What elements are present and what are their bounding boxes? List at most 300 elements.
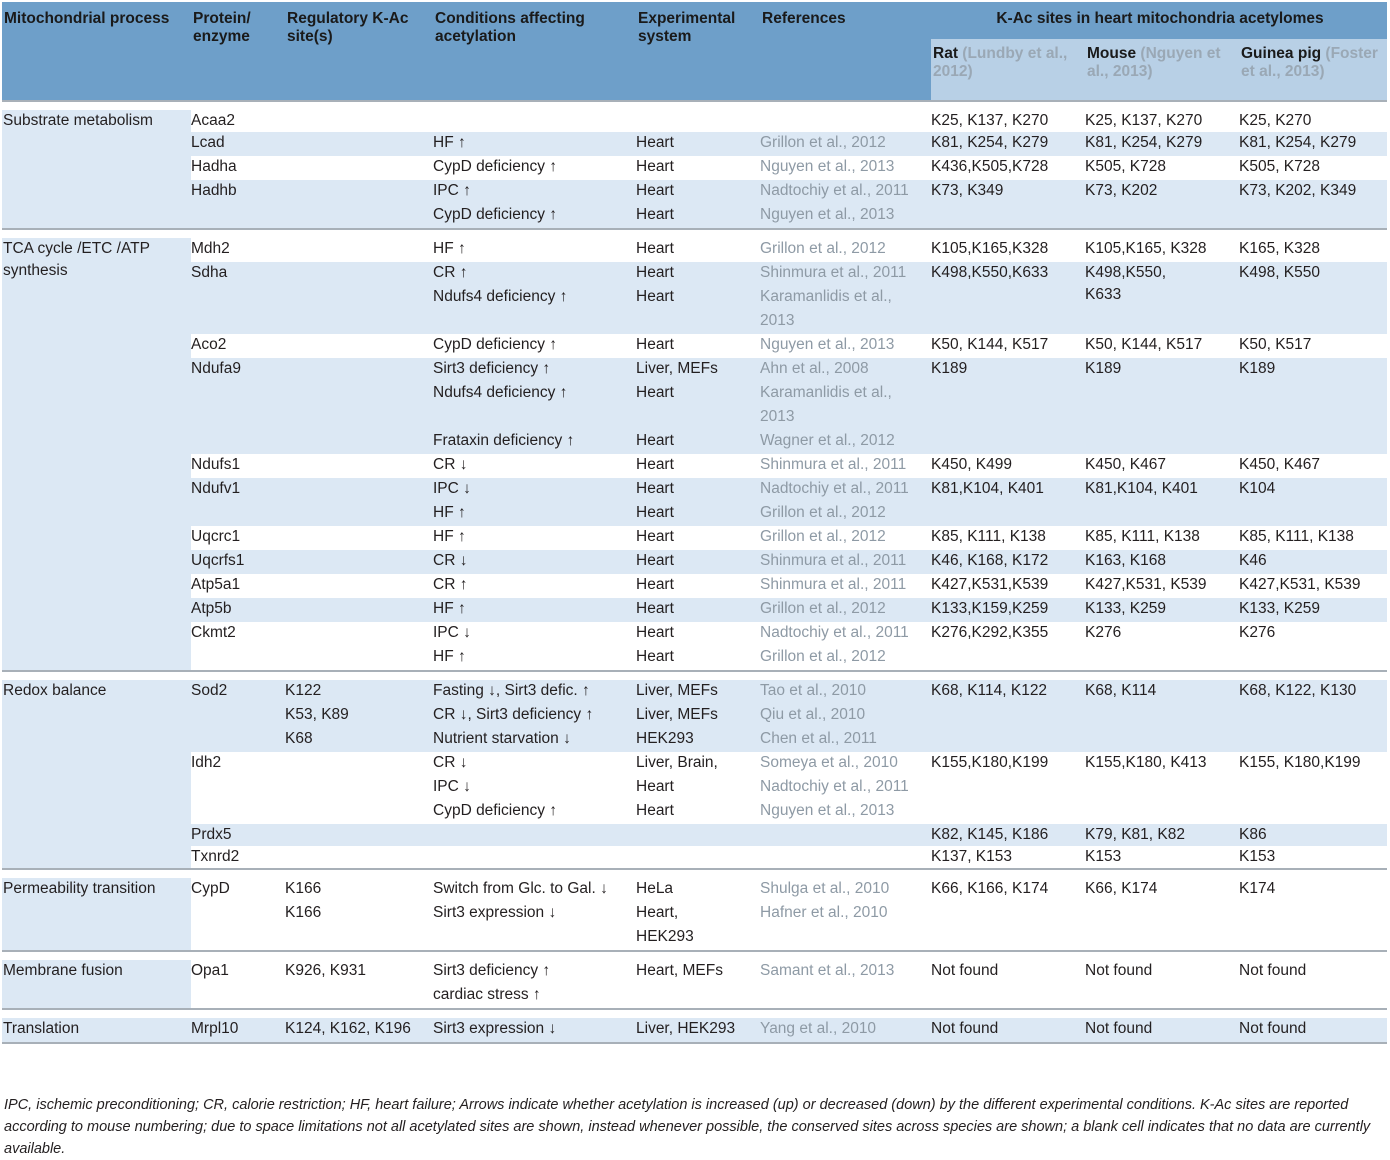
regulatory-cell-line: K166 (285, 880, 322, 897)
guinea-sites-cell (1239, 598, 1387, 622)
references-cell-line: Nadtochiy et al., 2011 (760, 778, 909, 795)
guinea-sites-value: K174 (1239, 880, 1276, 897)
mouse-sites-cell (1085, 454, 1239, 478)
mouse-sites-cell (1085, 824, 1239, 846)
references-cell-line: Karamanlidis et al., (760, 288, 892, 305)
mouse-sites-cell (1085, 132, 1239, 156)
conditions-cell-line: Ndufs4 deficiency ↑ (433, 288, 568, 305)
mouse-sites-cell (1085, 598, 1239, 622)
references-cell (760, 846, 931, 869)
mouse-sites-cell (1085, 262, 1239, 334)
rat-sites-value: K81, K254, K279 (931, 134, 1049, 151)
rat-sites-value: K498,K550,K633 (931, 264, 1049, 281)
mouse-sites-cell (1085, 238, 1239, 262)
rat-sites-cell (931, 180, 1085, 229)
guinea-sites-cell (1239, 1018, 1387, 1043)
conditions-cell-line: Nutrient starvation ↓ (433, 730, 571, 747)
references-cell-line: Shinmura et al., 2011 (760, 456, 907, 473)
mouse-sites-value: K498,K550, K633 (1085, 264, 1167, 303)
separator-line (2, 101, 1387, 110)
conditions-cell-line: Switch from Glc. to Gal. ↓ (433, 880, 608, 897)
system-cell-line: Heart (636, 240, 674, 257)
table-row (2, 824, 1387, 846)
conditions-cell-line (433, 310, 636, 334)
header-mouse-ref: (Nguyen et al., 2013) (1087, 45, 1221, 80)
conditions-cell-line: IPC ↑ (433, 182, 471, 199)
header-rat-ref: (Lundby et al., 2012) (933, 45, 1068, 80)
conditions-cell (433, 358, 636, 454)
references-cell-line: Nguyen et al., 2013 (760, 206, 895, 223)
regulatory-cell (285, 238, 433, 262)
references-cell-line: Grillon et al., 2012 (760, 504, 886, 521)
group-separator (2, 1043, 1387, 1052)
rat-sites-cell (931, 824, 1085, 846)
references-cell (760, 238, 931, 262)
protein-cell: Ndufa9 (191, 358, 285, 454)
mouse-sites-value: K105,K165, K328 (1085, 240, 1207, 257)
protein-cell: Idh2 (191, 752, 285, 824)
rat-sites-value: K133,K159,K259 (931, 600, 1049, 617)
rat-sites-value: K73, K349 (931, 182, 1004, 199)
protein-cell: Sod2 (191, 680, 285, 752)
separator-line (2, 951, 1387, 960)
guinea-sites-value: K50, K517 (1239, 336, 1312, 353)
mouse-sites-value: K505, K728 (1085, 158, 1167, 175)
mouse-sites-value: K66, K174 (1085, 880, 1158, 897)
system-cell-line: Heart (636, 528, 674, 545)
table-row (2, 238, 1387, 262)
table-row (2, 132, 1387, 156)
table-row (2, 846, 1387, 869)
system-cell (636, 752, 760, 824)
mouse-sites-value: K73, K202 (1085, 182, 1158, 199)
references-cell-line: Hafner et al., 2010 (760, 904, 888, 921)
protein-cell: Opa1 (191, 960, 285, 1009)
mouse-sites-cell (1085, 846, 1239, 869)
rat-sites-value: K155,K180,K199 (931, 754, 1049, 771)
guinea-sites-cell (1239, 454, 1387, 478)
system-cell (636, 262, 760, 334)
table-header (2, 2, 1387, 101)
system-cell (636, 574, 760, 598)
group-separator (2, 229, 1387, 238)
conditions-cell (433, 454, 636, 478)
guinea-sites-cell (1239, 334, 1387, 358)
regulatory-cell-line: K53, K89 (285, 706, 349, 723)
references-cell-line: Nguyen et al., 2013 (760, 802, 895, 819)
mouse-sites-value: K133, K259 (1085, 600, 1167, 617)
protein-cell: Sdha (191, 262, 285, 334)
rat-sites-cell (931, 132, 1085, 156)
guinea-sites-value: K450, K467 (1239, 456, 1321, 473)
group-separator (2, 869, 1387, 878)
mouse-sites-cell (1085, 180, 1239, 229)
references-cell (760, 526, 931, 550)
rat-sites-value: K46, K168, K172 (931, 552, 1049, 569)
conditions-cell (433, 334, 636, 358)
table-row (2, 574, 1387, 598)
mouse-sites-cell (1085, 358, 1239, 454)
header-protein: Protein/ enzyme (191, 2, 285, 101)
protein-cell: Uqcrfs1 (191, 550, 285, 574)
system-cell-line (636, 406, 760, 430)
references-cell (760, 334, 931, 358)
rat-sites-cell (931, 752, 1085, 824)
references-cell-line: Ahn et al., 2008 (760, 360, 869, 377)
references-cell-line: Grillon et al., 2012 (760, 600, 886, 617)
mouse-sites-cell (1085, 478, 1239, 526)
rat-sites-value: K25, K137, K270 (931, 112, 1049, 129)
table-row (2, 262, 1387, 334)
guinea-sites-cell (1239, 132, 1387, 156)
rat-sites-cell (931, 622, 1085, 671)
separator-line (2, 671, 1387, 680)
mouse-sites-value: K50, K144, K517 (1085, 336, 1203, 353)
system-cell-line: Heart (636, 288, 674, 305)
rat-sites-cell (931, 478, 1085, 526)
guinea-sites-cell (1239, 550, 1387, 574)
table-row (2, 454, 1387, 478)
header-process: Mitochondrial process (2, 2, 191, 101)
regulatory-cell-line: K926, K931 (285, 962, 367, 979)
mouse-sites-cell (1085, 622, 1239, 671)
regulatory-cell (285, 110, 433, 132)
conditions-cell (433, 752, 636, 824)
regulatory-cell-line (285, 926, 433, 950)
conditions-cell (433, 824, 636, 846)
protein-cell: Aco2 (191, 334, 285, 358)
protein-cell: CypD (191, 878, 285, 951)
rat-sites-value: K276,K292,K355 (931, 624, 1049, 641)
references-cell (760, 680, 931, 752)
header-rat (931, 39, 1085, 101)
rat-sites-cell (931, 238, 1085, 262)
protein-cell: Acaa2 (191, 110, 285, 132)
references-cell-line: 2013 (760, 312, 795, 329)
mouse-sites-cell (1085, 680, 1239, 752)
table-row (2, 752, 1387, 824)
guinea-sites-cell (1239, 622, 1387, 671)
header-mouse-label: Mouse (1087, 45, 1137, 62)
system-cell-line: Heart (636, 576, 674, 593)
references-cell (760, 156, 931, 180)
references-cell-line: Qiu et al., 2010 (760, 706, 866, 723)
system-cell-line: Heart (636, 384, 674, 401)
conditions-cell (433, 680, 636, 752)
guinea-sites-cell (1239, 752, 1387, 824)
conditions-cell (433, 110, 636, 132)
conditions-cell-line: CR ↓ (433, 456, 468, 473)
conditions-cell (433, 1018, 636, 1043)
guinea-sites-value: K25, K270 (1239, 112, 1312, 129)
table-row (2, 680, 1387, 752)
conditions-cell-line: HF ↑ (433, 528, 466, 545)
references-cell-line: Grillon et al., 2012 (760, 134, 886, 151)
rat-sites-value: K450, K499 (931, 456, 1013, 473)
system-cell (636, 824, 760, 846)
table-row (2, 1018, 1387, 1043)
header-conditions: Conditions affecting acetylation (433, 2, 636, 101)
guinea-sites-cell (1239, 680, 1387, 752)
regulatory-cell (285, 156, 433, 180)
separator-line (2, 1043, 1387, 1052)
guinea-sites-cell (1239, 262, 1387, 334)
system-cell-line: Heart (636, 158, 674, 175)
references-cell-line: Chen et al., 2011 (760, 730, 877, 747)
system-cell-line: Liver, MEFs (636, 682, 718, 699)
rat-sites-cell (931, 680, 1085, 752)
regulatory-cell (285, 960, 433, 1009)
regulatory-cell-line: K124, K162, K196 (285, 1020, 411, 1037)
regulatory-cell (285, 878, 433, 951)
system-cell-line: Heart (636, 456, 674, 473)
system-cell-line: Heart (636, 336, 674, 353)
system-cell-line: Heart (636, 648, 674, 665)
guinea-sites-cell (1239, 878, 1387, 951)
references-cell-line: Shinmura et al., 2011 (760, 552, 907, 569)
rat-sites-cell (931, 574, 1085, 598)
regulatory-cell-line: K166 (285, 904, 322, 921)
guinea-sites-cell (1239, 526, 1387, 550)
conditions-cell-line: Sirt3 expression ↓ (433, 904, 557, 921)
references-cell-line: Someya et al., 2010 (760, 754, 898, 771)
references-cell-line: Nguyen et al., 2013 (760, 336, 895, 353)
rat-sites-value: K189 (931, 360, 968, 377)
system-cell (636, 180, 760, 229)
references-cell-line: Nadtochiy et al., 2011 (760, 480, 909, 497)
separator-line (2, 229, 1387, 238)
system-cell (636, 680, 760, 752)
protein-cell: Mrpl10 (191, 1018, 285, 1043)
system-cell-line: Heart, MEFs (636, 962, 723, 979)
rat-sites-value: K427,K531,K539 (931, 576, 1049, 593)
guinea-sites-cell (1239, 824, 1387, 846)
rat-sites-cell (931, 156, 1085, 180)
mouse-sites-value: K81,K104, K401 (1085, 480, 1198, 497)
guinea-sites-value: K165, K328 (1239, 240, 1321, 257)
references-cell (760, 574, 931, 598)
references-cell (760, 454, 931, 478)
rat-sites-cell (931, 454, 1085, 478)
references-cell (760, 358, 931, 454)
rat-sites-cell (931, 550, 1085, 574)
header-kac-sites: K-Ac sites in heart mitochondria acetylomes (931, 2, 1387, 39)
system-cell (636, 478, 760, 526)
regulatory-cell (285, 622, 433, 671)
protein-cell: Atp5a1 (191, 574, 285, 598)
group-separator (2, 1009, 1387, 1018)
header-guinea (1239, 39, 1387, 101)
rat-sites-value: Not found (931, 962, 999, 979)
conditions-cell-line: HF ↑ (433, 134, 466, 151)
rat-sites-cell (931, 960, 1085, 1009)
regulatory-cell-line: K122 (285, 682, 322, 699)
system-cell-line: Heart (636, 206, 674, 223)
protein-cell: Prdx5 (191, 824, 285, 846)
mouse-sites-value: K81, K254, K279 (1085, 134, 1203, 151)
references-cell-line: Nadtochiy et al., 2011 (760, 624, 909, 641)
references-cell-line: Shinmura et al., 2011 (760, 264, 907, 281)
group-separator (2, 671, 1387, 680)
guinea-sites-value: K427,K531, K539 (1239, 576, 1361, 593)
references-cell (760, 110, 931, 132)
rat-sites-value: K50, K144, K517 (931, 336, 1049, 353)
regulatory-cell (285, 598, 433, 622)
regulatory-cell (285, 180, 433, 229)
table-row (2, 878, 1387, 951)
system-cell-line (636, 310, 760, 334)
system-cell-line: Liver, MEFs (636, 360, 718, 377)
rat-sites-value: K66, K166, K174 (931, 880, 1049, 897)
protein-cell: Hadhb (191, 180, 285, 229)
header-regulatory: Regulatory K-Ac site(s) (285, 2, 433, 101)
table-body (2, 101, 1387, 1052)
rat-sites-value: K81,K104, K401 (931, 480, 1044, 497)
guinea-sites-value: K276 (1239, 624, 1276, 641)
system-cell-line: Heart (636, 480, 674, 497)
references-cell-line: Grillon et al., 2012 (760, 240, 886, 257)
guinea-sites-cell (1239, 358, 1387, 454)
rat-sites-cell (931, 598, 1085, 622)
conditions-cell-line (433, 926, 636, 950)
guinea-sites-value: K81, K254, K279 (1239, 134, 1357, 151)
guinea-sites-value: K155, K180,K199 (1239, 754, 1361, 771)
conditions-cell-line: CypD deficiency ↑ (433, 158, 558, 175)
references-cell (760, 598, 931, 622)
system-cell-line: Liver, HEK293 (636, 1020, 736, 1037)
protein-cell: Txnrd2 (191, 846, 285, 869)
references-cell (760, 132, 931, 156)
rat-sites-value: K82, K145, K186 (931, 826, 1049, 843)
guinea-sites-value: K86 (1239, 826, 1267, 843)
system-cell-line: HeLa (636, 880, 674, 897)
process-cell: Membrane fusion (2, 960, 191, 1009)
protein-cell: Ndufs1 (191, 454, 285, 478)
references-cell-line: Nadtochiy et al., 2011 (760, 182, 909, 199)
system-cell-line: Heart (636, 600, 674, 617)
table-footnote: IPC, ischemic preconditioning; CR, calorie restriction; HF, heart failure; Arrows indicate whether acetylation is increased (up) or decreased (down) by the different experimental conditions. K-Ac sites are reported according to mouse numbering; due to space limitations not all acetylated sites are shown, instead whenever possible, the conserved sites across species are shown; a blank cell indicates that no data are currently available. (4, 1097, 1371, 1157)
conditions-cell (433, 846, 636, 869)
table-row (2, 960, 1387, 1009)
system-cell (636, 358, 760, 454)
guinea-sites-cell (1239, 478, 1387, 526)
references-cell (760, 960, 931, 1009)
system-cell-line: Heart (636, 134, 674, 151)
guinea-sites-value: K85, K111, K138 (1239, 528, 1354, 545)
table-row (2, 156, 1387, 180)
regulatory-cell-line: K68 (285, 730, 313, 747)
system-cell (636, 454, 760, 478)
regulatory-cell (285, 334, 433, 358)
guinea-sites-value: K68, K122, K130 (1239, 682, 1357, 699)
separator-line (2, 869, 1387, 878)
conditions-cell (433, 622, 636, 671)
header-rat-label: Rat (933, 45, 958, 62)
rat-sites-cell (931, 358, 1085, 454)
conditions-cell-line: Sirt3 deficiency ↑ (433, 360, 551, 377)
table-row (2, 334, 1387, 358)
system-cell-line: Heart, (636, 904, 679, 921)
conditions-cell-line: Sirt3 expression ↓ (433, 1020, 557, 1037)
mouse-sites-value: K68, K114 (1085, 682, 1157, 699)
conditions-cell-line (433, 406, 636, 430)
conditions-cell-line: Sirt3 deficiency ↑ (433, 962, 551, 979)
mouse-sites-cell (1085, 960, 1239, 1009)
references-cell-line: Shinmura et al., 2011 (760, 576, 907, 593)
references-cell-line: Shulga et al., 2010 (760, 880, 890, 897)
conditions-cell-line: HF ↑ (433, 504, 466, 521)
rat-sites-value: K105,K165,K328 (931, 240, 1049, 257)
references-cell (760, 180, 931, 229)
system-cell-line: Heart (636, 432, 674, 449)
references-cell (760, 824, 931, 846)
mouse-sites-value: Not found (1085, 1020, 1153, 1037)
system-cell-line: Liver, Brain, (636, 754, 718, 771)
regulatory-cell (285, 132, 433, 156)
conditions-cell-line: Fasting ↓, Sirt3 defic. ↑ (433, 682, 590, 699)
mouse-sites-cell (1085, 526, 1239, 550)
regulatory-cell (285, 526, 433, 550)
table-row (2, 478, 1387, 526)
system-cell (636, 550, 760, 574)
conditions-cell-line: Ndufs4 deficiency ↑ (433, 384, 568, 401)
table-row (2, 598, 1387, 622)
header-system: Experimental system (636, 2, 760, 101)
table-row (2, 622, 1387, 671)
regulatory-cell (285, 358, 433, 454)
references-cell-line: Yang et al., 2010 (760, 1020, 877, 1037)
references-cell (760, 622, 931, 671)
references-cell-line: Samant et al., 2013 (760, 962, 895, 979)
system-cell-line: HEK293 (636, 730, 694, 747)
table-row (2, 358, 1387, 454)
system-cell (636, 156, 760, 180)
mouse-sites-cell (1085, 574, 1239, 598)
system-cell-line: Heart (636, 778, 674, 795)
protein-cell: Uqcrc1 (191, 526, 285, 550)
system-cell (636, 846, 760, 869)
mouse-sites-value: K155,K180, K413 (1085, 754, 1207, 771)
rat-sites-cell (931, 334, 1085, 358)
group-separator (2, 951, 1387, 960)
guinea-sites-cell (1239, 574, 1387, 598)
references-cell (760, 1018, 931, 1043)
system-cell (636, 132, 760, 156)
system-cell (636, 238, 760, 262)
mouse-sites-cell (1085, 334, 1239, 358)
mouse-sites-cell (1085, 1018, 1239, 1043)
rat-sites-value: K85, K111, K138 (931, 528, 1046, 545)
protein-cell: Ndufv1 (191, 478, 285, 526)
guinea-sites-value: K498, K550 (1239, 264, 1321, 281)
mouse-sites-cell (1085, 550, 1239, 574)
system-cell (636, 878, 760, 951)
table-row (2, 550, 1387, 574)
header-guinea-ref: (Foster et al., 2013) (1241, 45, 1378, 80)
table-row (2, 180, 1387, 229)
conditions-cell-line: CypD deficiency ↑ (433, 802, 558, 819)
guinea-sites-value: K505, K728 (1239, 158, 1321, 175)
conditions-cell-line: CypD deficiency ↑ (433, 206, 558, 223)
conditions-cell-line: CypD deficiency ↑ (433, 336, 558, 353)
system-cell-line: Heart (636, 624, 674, 641)
regulatory-cell (285, 824, 433, 846)
guinea-sites-value: K153 (1239, 848, 1276, 865)
guinea-sites-cell (1239, 156, 1387, 180)
system-cell-line: Heart (636, 802, 674, 819)
references-cell-line: Tao et al., 2010 (760, 682, 866, 699)
rat-sites-value: K68, K114, K122 (931, 682, 1048, 699)
